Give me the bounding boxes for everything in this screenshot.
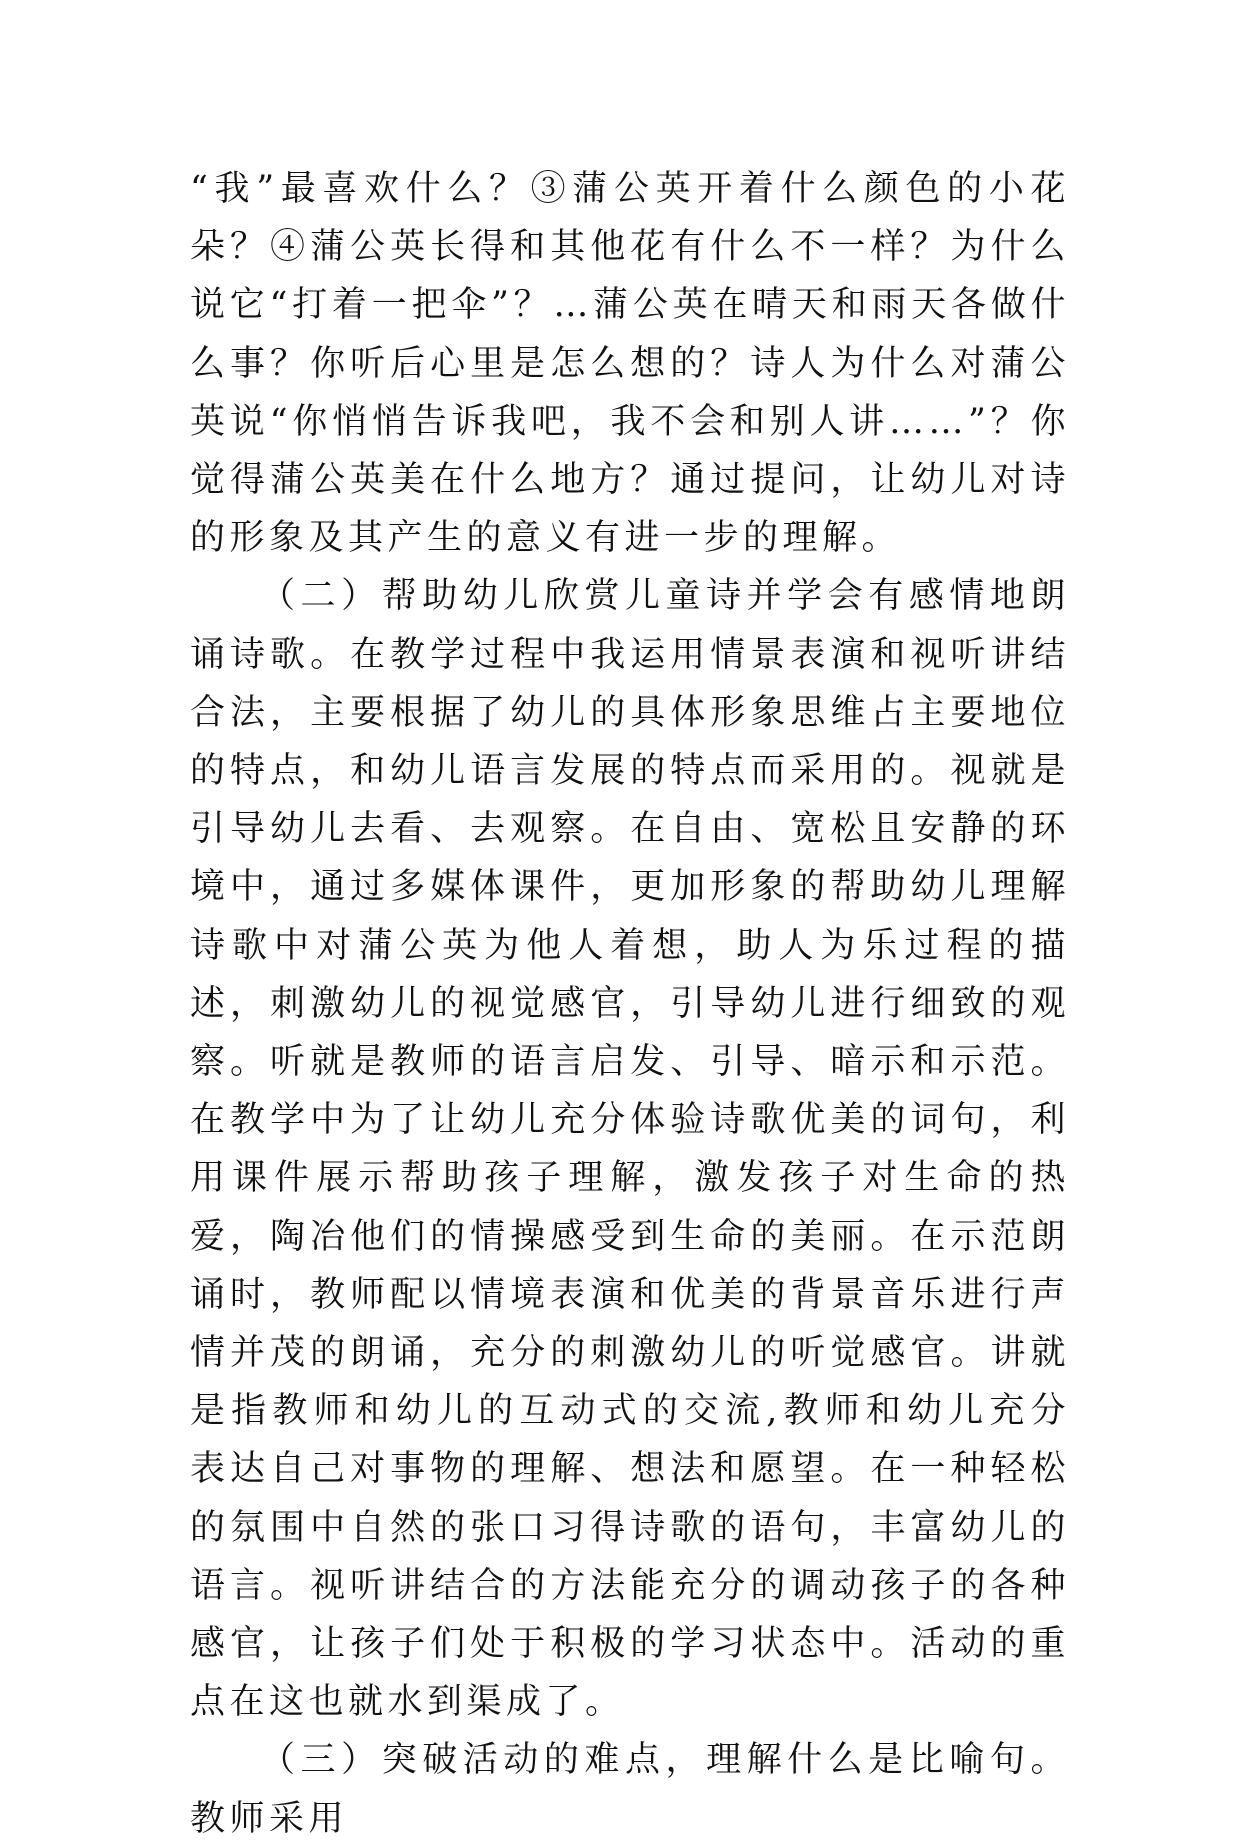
- paragraph-questions: “我”最喜欢什么？③蒲公英开着什么颜色的小花朵？④蒲公英长得和其他花有什么不一样？为什么说它“打着一把伞”？…蒲公英在晴天和雨天各做什么事？你听后心里是怎么想的？诗人为什么对蒲公英说“你悄悄告诉我吧，我不会和别人讲……”？你觉得蒲公英美在什么地方？通过提问，让幼儿对诗的形象及其产生的意义有进一步的理解。: [190, 169, 1070, 559]
- body-text: [190, 160, 1070, 1848]
- paragraph-section-two: （二）帮助幼儿欣赏儿童诗并学会有感情地朗诵诗歌。在教学过程中我运用情景表演和视听讲结合法，主要根据了幼儿的具体形象思维占主要地位的特点，和幼儿语言发展的特点而采用的。视就是引导幼儿去看、去观察。在自由、宽松且安静的环境中，通过多媒体课件，更加形象的帮助幼儿理解诗歌中对蒲公英为他人着想，助人为乐过程的描述，刺激幼儿的视觉感官，引导幼儿进行细致的观察。听就是教师的语言启发、引导、暗示和示范。在教学中为了让幼儿充分体验诗歌优美的词句，利用课件展示帮助孩子理解，激发孩子对生命的热爱，陶冶他们的情操感受到生命的美丽。在示范朗诵时，教师配以情境表演和优美的背景音乐进行声情并茂的朗诵，充分的刺激幼儿的听觉感官。讲就是指教师和幼儿的互动式的交流,教师和幼儿充分表达自己对事物的理解、想法和愿望。在一种轻松的氛围中自然的张口习得诗歌的语句，丰富幼儿的语言。视听讲结合的方法能充分的调动孩子的各种感官，让孩子们处于积极的学习状态中。活动的重点在这也就水到渠成了。: [190, 576, 1070, 1723]
- paragraph-section-three: （三）突破活动的难点，理解什么是比喻句。教师采用: [190, 1740, 1070, 1839]
